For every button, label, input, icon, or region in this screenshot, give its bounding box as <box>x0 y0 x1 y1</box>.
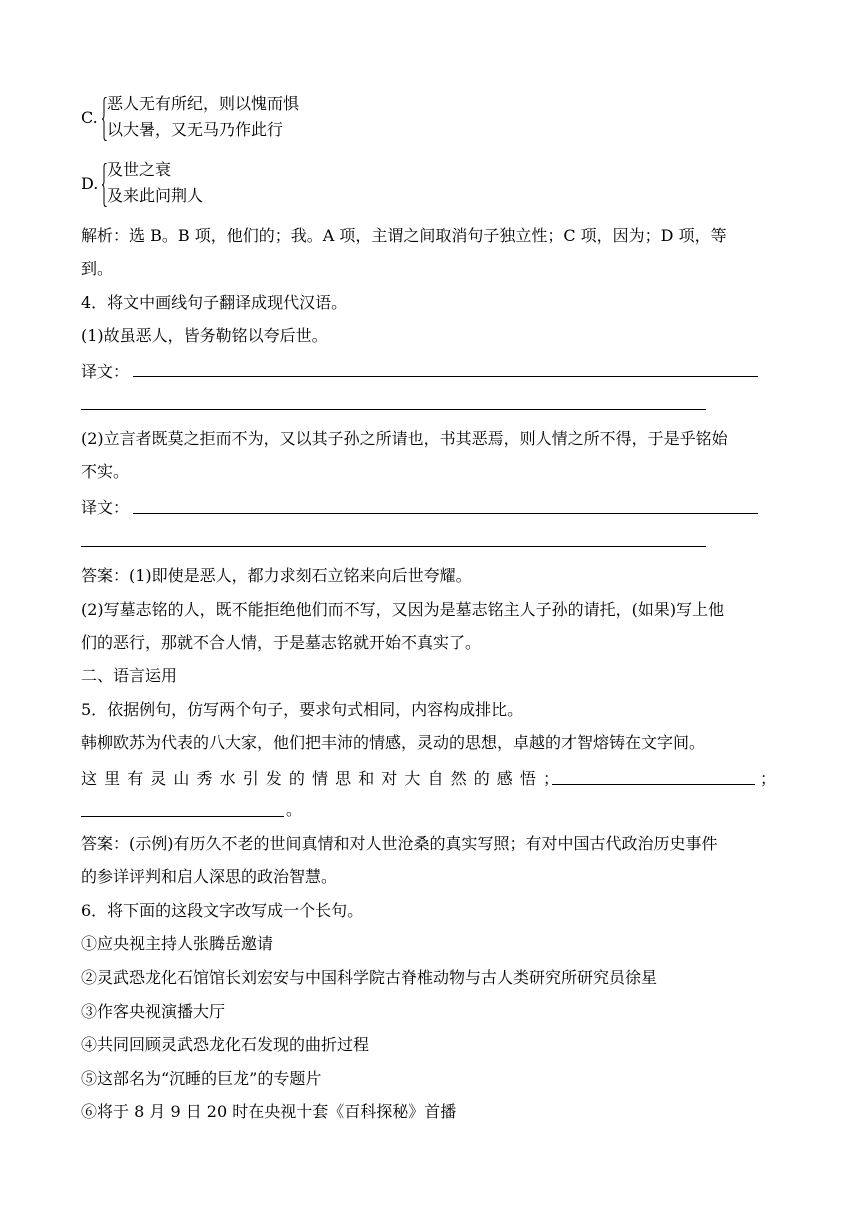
answer-text: 们的恶行，那就不合人情，于是墓志铭就开始不真实了。 <box>81 633 482 652</box>
answer-line[interactable] <box>133 376 758 377</box>
answer-line[interactable] <box>552 784 755 785</box>
translation-label <box>81 498 129 518</box>
answer-text: (2)写墓志铭的人，既不能拒绝他们而不写，又因为是墓志铭主人子孙的请托，(如果)写上他 <box>81 600 725 619</box>
prompt-sentence: 这里有灵山秀水引发的情思和对大自然的感悟； <box>81 769 567 788</box>
answer-text: 的参详评判和启人深思的政治智慧。 <box>81 867 338 886</box>
sentence-1: (1)故虽恶人，皆务勒铭以夸后世。 <box>81 326 328 345</box>
list-item: ①应央视主持人张腾岳邀请 <box>81 934 274 953</box>
translation-label-text: 译文： <box>81 498 130 517</box>
question-stem: 4．将文中画线句子翻译成现代汉语。 <box>81 293 348 312</box>
period: 。 <box>286 800 303 819</box>
answer-text: 答案：(1)即使是恶人，都力求刻石立铭来向后世夸耀。 <box>81 566 472 585</box>
list-item: ④共同回顾灵武恐龙化石发现的曲折过程 <box>81 1035 370 1054</box>
question-stem: 5．依据例句，仿写两个句子，要求句式相同，内容构成排比。 <box>81 700 524 719</box>
option-line: 及来此问荆人 <box>107 186 204 205</box>
semicolon: ； <box>760 769 777 788</box>
section-heading: 二、语言运用 <box>81 666 178 685</box>
sentence-2: (2)立言者既莫之拒而不为，又以其子孙之所请也，书其恶焉，则人情之所不得，于是乎铭始 <box>81 429 728 448</box>
answer-line[interactable] <box>81 816 284 817</box>
answer-line[interactable] <box>81 409 706 410</box>
translation-label-text: 译文： <box>81 362 130 381</box>
answer-line[interactable] <box>81 546 706 547</box>
translation-label <box>81 362 129 382</box>
list-item: ⑤这部名为“沉睡的巨龙”的专题片 <box>81 1069 322 1088</box>
answer-text: 答案：(示例)有历久不老的世间真情和对人世沧桑的真实写照；有对中国古代政治历史事件 <box>81 834 718 853</box>
question-stem: 6．将下面的这段文字改写成一个长句。 <box>81 901 364 920</box>
option-line: 及世之衰 <box>107 160 172 179</box>
analysis-text: 解析：选 B。B 项，他们的；我。A 项，主谓之间取消句子独立性；C 项，因为；D 项，等 <box>81 226 727 245</box>
example-sentence: 韩柳欧苏为代表的八大家，他们把丰沛的情感，灵动的思想，卓越的才智熔铸在文字间。 <box>81 733 706 752</box>
option-letter: C. <box>81 108 98 127</box>
analysis-text: 到。 <box>81 259 114 278</box>
option-line: 恶人无有所纪，则以愧而惧 <box>107 94 300 113</box>
answer-line[interactable] <box>133 513 758 514</box>
option-line: 以大暑，又无马乃作此行 <box>107 120 284 139</box>
list-item: ⑥将于 8 月 9 日 20 时在央视十套《百科探秘》首播 <box>81 1102 457 1121</box>
option-letter: D. <box>81 174 99 193</box>
list-item: ③作客央视演播大厅 <box>81 1002 226 1021</box>
list-item: ②灵武恐龙化石馆馆长刘宏安与中国科学院古脊椎动物与古人类研究所研究员徐星 <box>81 968 658 987</box>
sentence-2: 不实。 <box>81 462 130 481</box>
